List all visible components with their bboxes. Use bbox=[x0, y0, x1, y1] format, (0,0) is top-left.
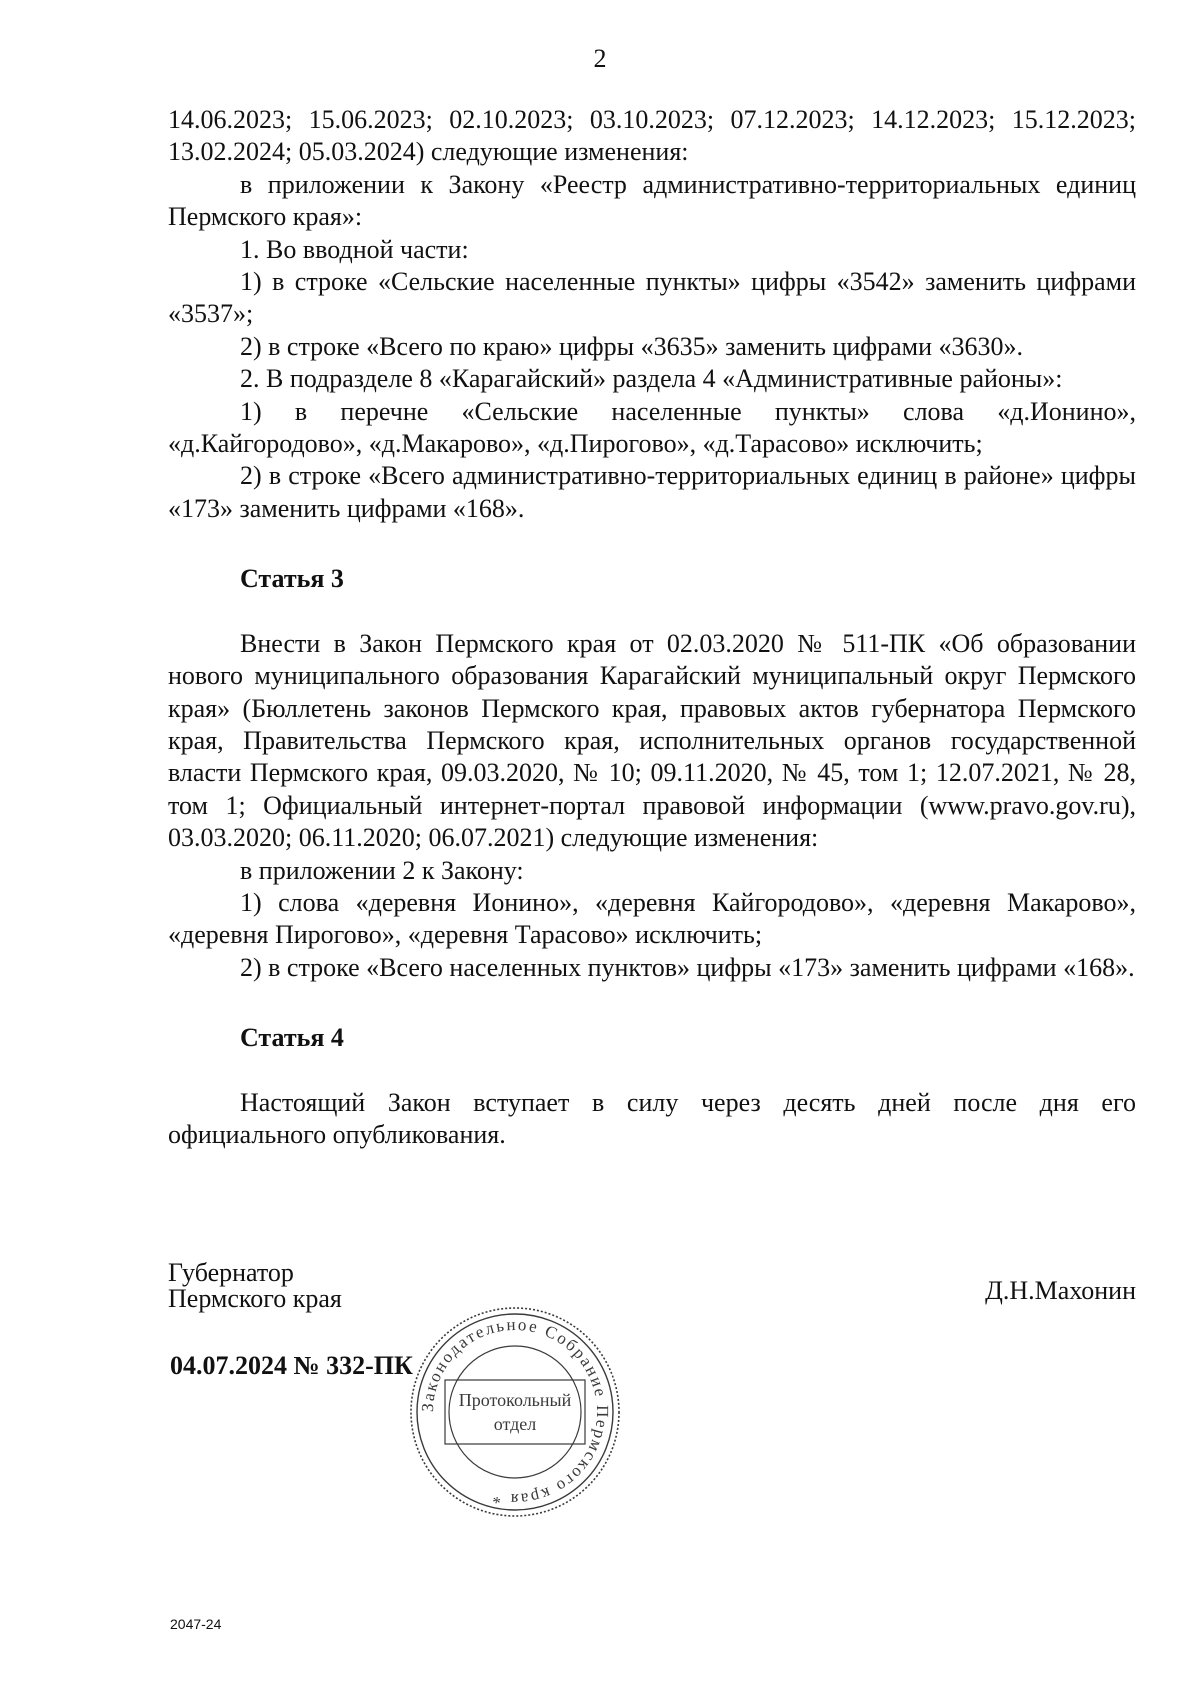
paragraph: 1) слова «деревня Ионино», «деревня Кайгородово», «деревня Макарово», «деревня Пирогово», «деревня Тарасово» исключить; bbox=[168, 887, 1136, 950]
paragraph: 1) в перечне «Сельские населенные пункты» слова «д.Ионино», «д.Кайгородово», «д.Макарово», «д.Пирогово», «д.Тарасово» исключить; bbox=[168, 396, 1136, 459]
stamp-outer-ring bbox=[411, 1308, 619, 1516]
spacer bbox=[168, 596, 1136, 628]
article-3-heading: Статья 3 bbox=[240, 564, 344, 594]
law-date-number: 04.07.2024 № 332-ПК bbox=[170, 1351, 413, 1380]
paragraph: 1) в строке «Сельские населенные пункты» цифры «3542» заменить цифрами «3537»; bbox=[168, 267, 1136, 329]
document-body bbox=[168, 104, 1136, 1151]
paragraph: 14.06.2023; 15.06.2023; 02.10.2023; 03.10.2023; 07.12.2023; 14.12.2023; 15.12.2023; 13.02.2024; 05.03.2024) следующие изменения: bbox=[168, 105, 1136, 167]
signatory-name: Д.Н.Махонин bbox=[985, 1276, 1136, 1305]
article-4-heading: Статья 4 bbox=[240, 1023, 344, 1053]
spacer bbox=[168, 525, 1136, 563]
paragraph: 2) в строке «Всего по краю» цифры «3635» заменить цифрами «3630». bbox=[240, 331, 1024, 361]
paragraph: 2) в строке «Всего населенных пунктов» цифры «173» заменить цифрами «168». bbox=[240, 952, 1135, 982]
paragraph: 2) в строке «Всего административно-территориальных единиц в районе» цифры «173» заменить цифрами «168». bbox=[168, 461, 1136, 523]
paragraph: 2. В подразделе 8 «Карагайский» раздела 4 «Административные районы»: bbox=[240, 364, 1063, 394]
signatory-title-line: Губернатор bbox=[168, 1258, 294, 1287]
seal-stamp bbox=[405, 1302, 625, 1522]
page-number: 2 bbox=[593, 44, 607, 73]
stamp-inner-ring bbox=[449, 1346, 581, 1478]
stamp-ring-text: Законодательное Собрание Пермского края * bbox=[417, 1314, 613, 1510]
signatory-title-line: Пермского края bbox=[168, 1284, 342, 1313]
paragraph: Настоящий Закон вступает в силу через десять дней после дня его официального опубликования. bbox=[168, 1087, 1136, 1149]
paragraph: в приложении к Закону «Реестр административно-территориальных единиц Пермского края»: bbox=[168, 169, 1136, 232]
paragraph: Внести в Закон Пермского края от 02.03.2020 № 511-ПК «Об образовании нового муниципального образования Карагайский муниципальный округ Пермского края» (Бюллетень законов Пермского края, правовых актов губернатора Пермского края, Правительства Пермского края, исполнительных органов государственной власти Пермского края, 09.03.2020, № 10; 09.11.2020, № 45, том 1; 12.07.2021, № 28, том 1; Официальный интернет-портал правовой информации (www.pravo.gov.ru), 03.03.2020; 06.11.2020; 06.07.2021) следующие изменения: bbox=[168, 628, 1136, 853]
paragraph: в приложении 2 к Закону: bbox=[240, 855, 524, 885]
paragraph: 1. Во вводной части: bbox=[240, 234, 469, 264]
signatory-title bbox=[168, 1260, 342, 1312]
spacer bbox=[168, 984, 1136, 1022]
document-code: 2047-24 bbox=[170, 1616, 222, 1632]
spacer bbox=[168, 1055, 1136, 1087]
stamp-center-line: отдел bbox=[493, 1414, 537, 1434]
stamp-center-line: Протокольный bbox=[458, 1390, 572, 1410]
